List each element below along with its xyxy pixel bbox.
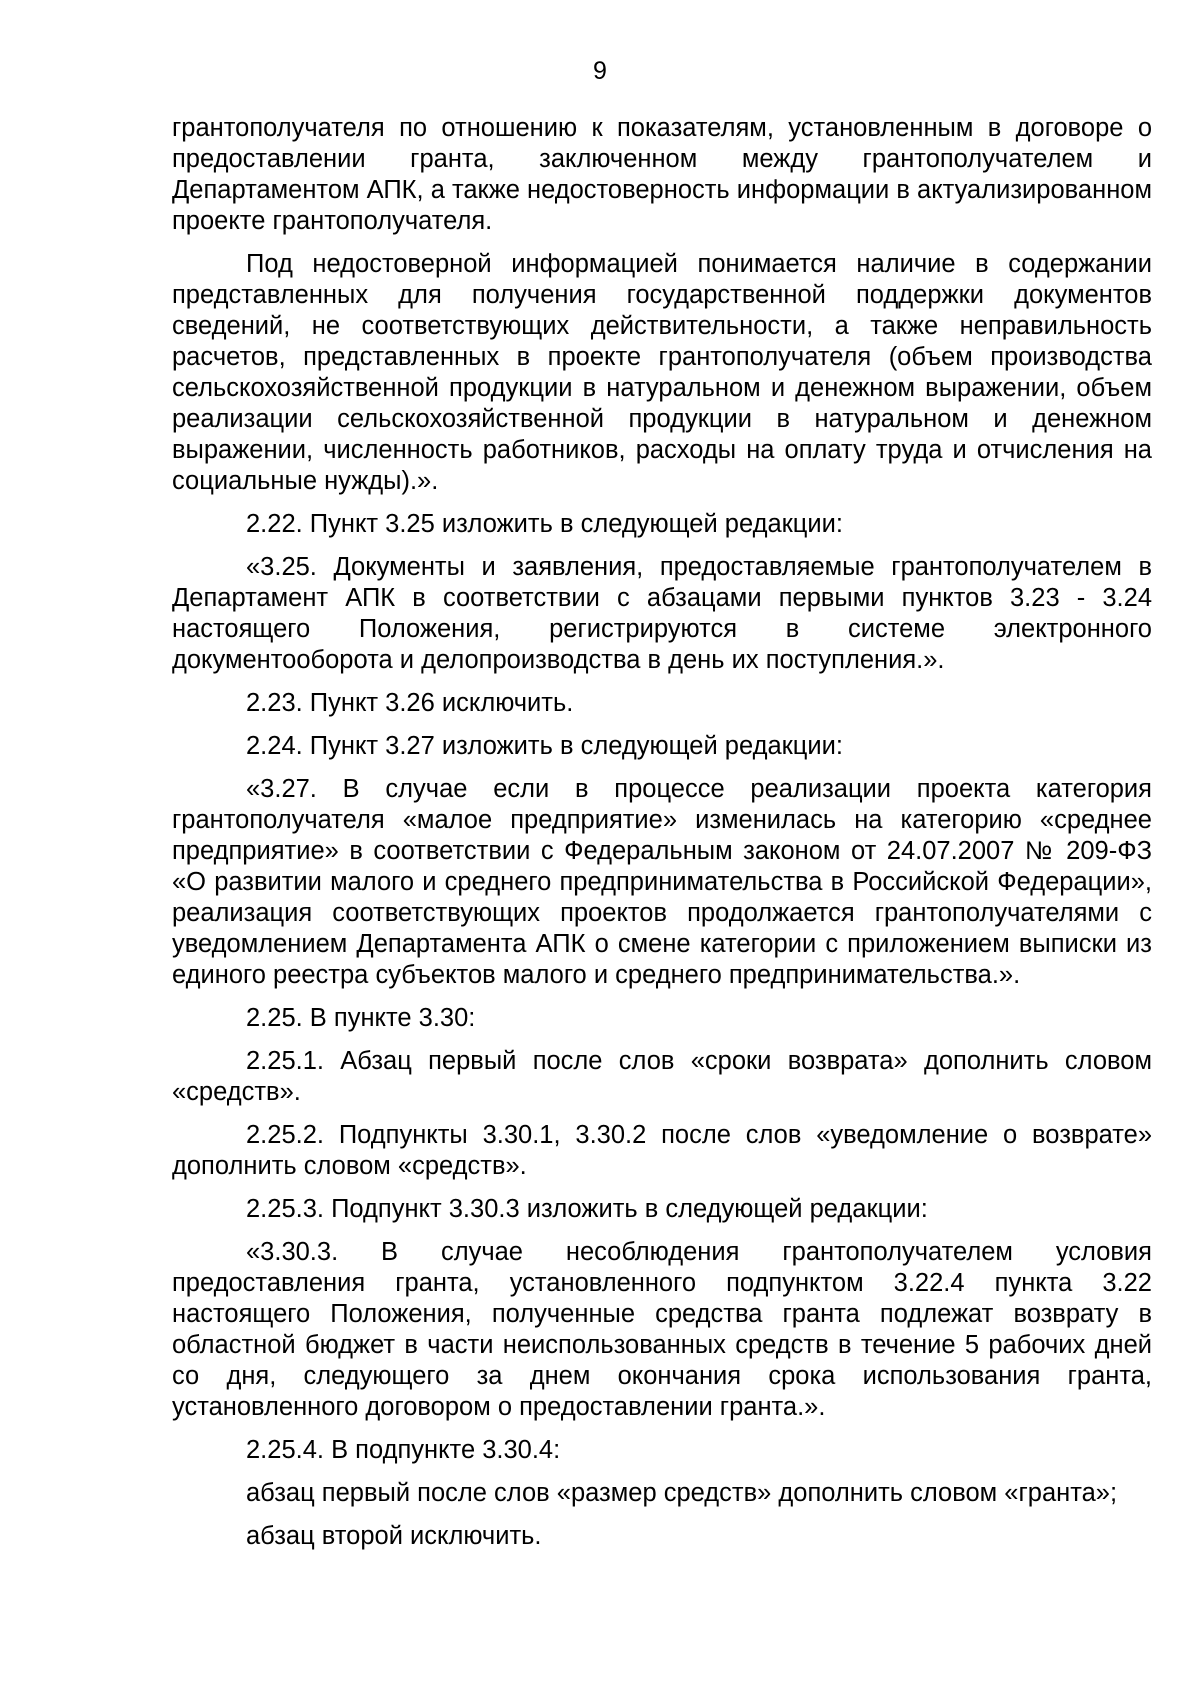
paragraph: грантополучателя по отношению к показателям, установленным в договоре о предоставлении гранта, заключенном между грантополучателем и Департаментом АПК, а также недостоверность информации в актуализированном проекте грантополучателя. bbox=[172, 114, 1152, 235]
paragraph: 2.23. Пункт 3.26 исключить. bbox=[246, 689, 574, 717]
paragraph: абзац первый после слов «размер средств» дополнить словом «гранта»; bbox=[246, 1479, 1118, 1507]
paragraph: Под недостоверной информацией понимается наличие в содержании представленных для получения государственной поддержки документов сведений, не соответствующих действительности, а также неправильность расчетов, представленных в проекте грантополучателя (объем производства сельскохозяйственной продукции в натуральном и денежном выражении, объем реализации сельскохозяйственной продукции в натуральном и денежном выражении, численность работников, расходы на оплату труда и отчисления на социальные нужды).». bbox=[172, 250, 1152, 495]
document-body bbox=[172, 113, 1152, 1564]
paragraph: абзац второй исключить. bbox=[246, 1522, 542, 1550]
paragraph: 2.24. Пункт 3.27 изложить в следующей редакции: bbox=[246, 732, 843, 760]
paragraph: 2.25.2. Подпункты 3.30.1, 3.30.2 после слов «уведомление о возврате» дополнить словом «средств». bbox=[172, 1121, 1152, 1180]
paragraph: 2.22. Пункт 3.25 изложить в следующей редакции: bbox=[246, 510, 843, 538]
paragraph: 2.25. В пункте 3.30: bbox=[246, 1004, 476, 1032]
paragraph: «3.30.3. В случае несоблюдения грантополучателем условия предоставления гранта, установленного подпунктом 3.22.4 пункта 3.22 настоящего Положения, полученные средства гранта подлежат возврату в областной бюджет в части неиспользованных средств в течение 5 рабочих дней со дня, следующего за днем окончания срока использования гранта, установленного договором о предоставлении гранта.». bbox=[172, 1238, 1152, 1421]
paragraph: 2.25.3. Подпункт 3.30.3 изложить в следующей редакции: bbox=[246, 1195, 928, 1223]
page-number: 9 bbox=[593, 57, 607, 85]
paragraph: 2.25.4. В подпункте 3.30.4: bbox=[246, 1436, 561, 1464]
paragraph: «3.25. Документы и заявления, предоставляемые грантополучателем в Департамент АПК в соответствии с абзацами первыми пунктов 3.23 - 3.24 настоящего Положения, регистрируются в системе электронного документооборота и делопроизводства в день их поступления.». bbox=[172, 553, 1152, 674]
paragraph: «3.27. В случае если в процессе реализации проекта категория грантополучателя «малое предприятие» изменилась на категорию «среднее предприятие» в соответствии с Федеральным законом от 24.07.2007 № 209-ФЗ «О развитии малого и среднего предпринимательства в Российской Федерации», реализация соответствующих проектов продолжается грантополучателями с уведомлением Департамента АПК о смене категории с приложением выписки из единого реестра субъектов малого и среднего предпринимательства.». bbox=[172, 775, 1152, 989]
paragraph: 2.25.1. Абзац первый после слов «сроки возврата» дополнить словом «средств». bbox=[172, 1047, 1152, 1106]
